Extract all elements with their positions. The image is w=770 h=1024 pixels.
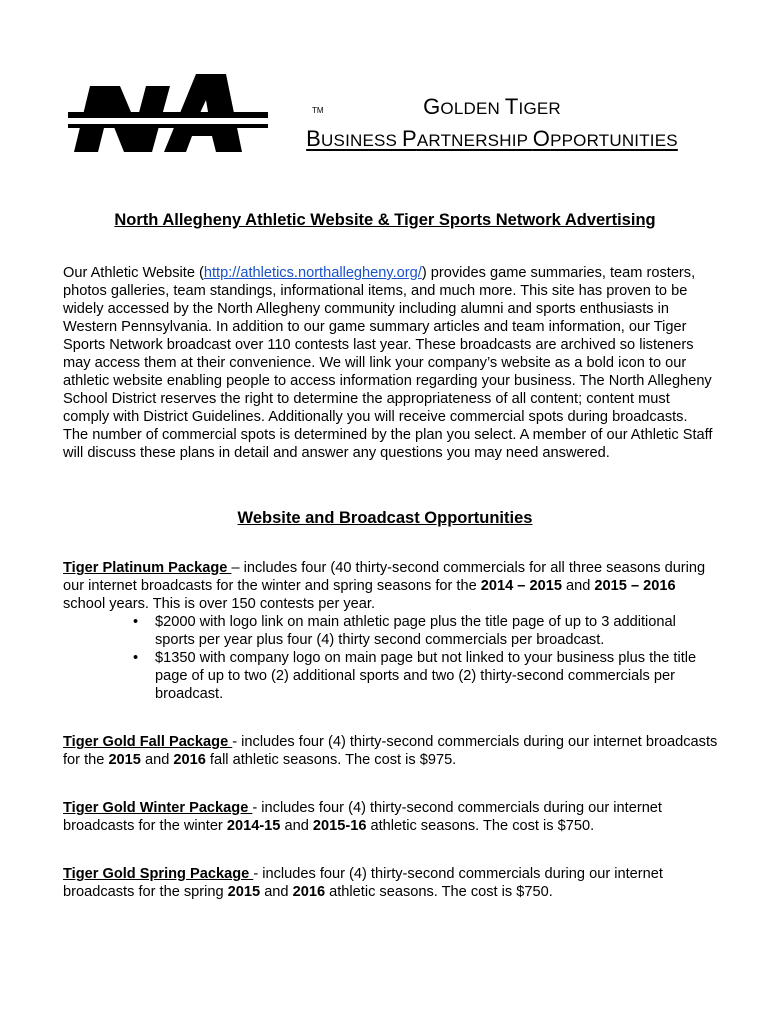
section-heading-advertising: North Allegheny Athletic Website & Tiger Sports Network Advertising: [114, 211, 656, 229]
north-allegheny-logo: [68, 66, 324, 160]
na-logo-graphic: [68, 66, 268, 160]
title-business-partnership: BUSINESS PARTNERSHIP OPPORTUNITIES: [306, 126, 678, 151]
platinum-package-text: Tiger Platinum Package – includes four (40 thirty-second commercials for all three seasons during our internet broadcasts for the winter and spring seasons for the 2014 – 2015 and 2015 – 2016 school years. This is over 150 contests per year.: [63, 560, 706, 612]
title-block: [272, 92, 712, 156]
gold-winter-package: Tiger Gold Winter Package - includes four (4) thirty-second commercials during our internet broadcasts for the winter 2014-15 and 2015-16 athletic seasons. The cost is $750.: [63, 800, 662, 834]
bullet-icon: •: [133, 614, 139, 630]
platinum-package: [63, 559, 718, 703]
gold-fall-package-name: Tiger Gold Fall Package: [63, 734, 233, 750]
platinum-package-name: Tiger Platinum Package: [63, 560, 232, 576]
bullet-icon: •: [133, 650, 139, 666]
gold-fall-package: Tiger Gold Fall Package - includes four (4) thirty-second commercials during our internet broadcasts for the 2015 and 2016 fall athletic seasons. The cost is $975.: [63, 734, 718, 768]
trademark-mark: TM: [312, 106, 324, 115]
gold-winter-package-name: Tiger Gold Winter Package: [63, 800, 253, 816]
gold-spring-package-name: Tiger Gold Spring Package: [63, 866, 254, 882]
section-heading-opportunities: Website and Broadcast Opportunities: [237, 509, 533, 527]
intro-paragraph: Our Athletic Website (http://athletics.northallegheny.org/) provides game summaries, team rosters, photos galleries, team standings, informational items, and much more. This site has proven to be widely accessed by the North Allegheny community including alumni and sports enthusiasts in Western Pennsylvania. In addition to our game summary articles and team information, our Tiger Sports Network broadcast over 110 contests last year. These broadcasts are archived so listeners may access them at their convenience. We will link your company’s website as a bold icon to our athletic website enabling people to access information regarding your business. The North Allegheny School District reserves the right to determine the appropriateness of all content; content must comply with District Guidelines. Additionally you will receive commercial spots during broadcasts. The number of commercial spots is determined by the plan you select. A member of our Athletic Staff will discuss these plans in detail and answer any questions you may need answered.: [63, 265, 713, 461]
list-item: • $2000 with logo link on main athletic page plus the title page of up to 3 additional sports per year plus four (4) thirty second commercials per broadcast.: [133, 614, 676, 648]
platinum-options-list: [63, 613, 718, 703]
list-item: • $1350 with company logo on main page but not linked to your business plus the title page of up to two (2) additional sports and two (2) thirty-second commercials per broadcast.: [133, 650, 697, 702]
athletic-website-link[interactable]: http://athletics.northallegheny.org/: [203, 265, 422, 281]
title-golden-tiger: GOLDEN TIGER: [423, 94, 561, 119]
gold-spring-package: Tiger Gold Spring Package - includes four (4) thirty-second commercials during our internet broadcasts for the spring 2015 and 2016 athletic seasons. The cost is $750.: [63, 866, 663, 900]
